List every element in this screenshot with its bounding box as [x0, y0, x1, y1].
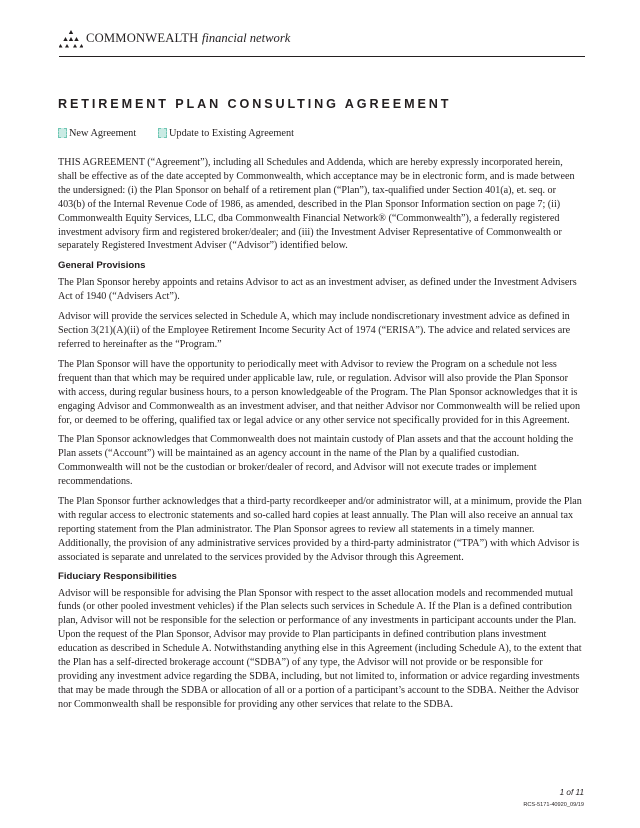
commonwealth-logo-icon	[59, 28, 83, 48]
general-paragraph-5: The Plan Sponsor further acknowledges that a third-party recordkeeper and/or administrator will, at a minimum, provide the Plan with regular access to electronic statements and so-called hard copies at least annually. The Plan will also receive an annual tax reporting statement from the Plan administrator. The Plan Sponsor agrees to review all statements in a timely manner. Additionally, the provision of any administrative services provided by a third-party administrator (“TPA”) with which Advisor is associated is separate and unrelated to the services provided by the Advisor through this Agreement.	[58, 496, 582, 563]
general-paragraph-4: The Plan Sponsor acknowledges that Commonwealth does not maintain custody of Plan assets and that the account holding the Plan assets (“Account”) will be maintained as an agency account in the name of the Plan by a qualified custodian. Commonwealth will not be the custodian or broker/dealer of record, and Advisor will not execute trades or implement recommendations.	[58, 434, 574, 488]
general-paragraph-2: Advisor will provide the services selected in Schedule A, which may include nondiscretionary investment advice as defined in Section 3(21)(A)(ii) of the Employee Retirement Income Security Act of 1974 (“ERISA”). The advice and related services are referred to hereinafter as the “Program.”	[58, 311, 571, 350]
brand-name: COMMONWEALTH financial network	[86, 31, 291, 45]
new-agreement-label: New Agreement	[69, 128, 137, 139]
update-agreement-label: Update to Existing Agreement	[169, 128, 294, 139]
update-agreement-checkbox[interactable]	[158, 128, 167, 138]
general-paragraph-1: The Plan Sponsor hereby appoints and retains Advisor to act as an investment adviser, as defined under the Investment Advisers Act of 1940 (“Advisers Act”).	[58, 277, 577, 303]
general-paragraph-3: The Plan Sponsor will have the opportunity to periodically meet with Advisor to review the Program on a schedule not less frequent than that which may be required under applicable law, rule, or regulation. Advisor will also provide the Plan Sponsor with access, during regular business hours, to a person knowledgeable of the Program. The Plan Sponsor acknowledges that it is engaging Advisor and Commonwealth as an investment adviser, and that neither Advisor nor Commonwealth will be relied upon for, or deemed to be offering, qualified tax or legal advice or any other service not specifically provided for in this Agreement.	[58, 358, 581, 426]
brand-subtitle: financial network	[201, 31, 291, 45]
intro-paragraph: THIS AGREEMENT (“Agreement”), including all Schedules and Addenda, which are hereby expressly incorporated herein, shall be effective as of the date accepted by Commonwealth, which acceptance may be in electronic form, and is made between the undersigned: (i) the Plan Sponsor on behalf of a retirement plan (“Plan”), tax-qualified under Section 401(a), et. seq. or 403(b) of the Internal Revenue Code of 1986, as amended, described in the Plan Sponsor Information section on page 7; (ii) Commonwealth Equity Services, LLC, dba Commonwealth Financial Network® (“Commonwealth”), a federally registered investment advisory firm and registered broker/dealer; and (iii) the Investment Adviser Representative of Commonwealth or separately Registered Investment Adviser (“Advisor”) identified below.	[58, 157, 575, 252]
fiduciary-paragraph-1: Advisor will be responsible for advising the Plan Sponsor with respect to the asset allocation models and recommended mutual funds (or other pooled investment vehicles) if the Plan selects such services in Schedule A. If the Plan is a defined contribution plan, Advisor will not be responsible for the selection or performance of any investments in participant accounts under the Plan. Upon the request of the Plan Sponsor, Advisor may provide to Plan participants in defined contribution plans investment education as described in Schedule A. Notwithstanding anything else in this Agreement (including Schedule A), to the extent that the Plan has a self-directed brokerage account (“SDBA”) of any type, the Advisor will not provide or be responsible for providing any investment advice regarding the SDBA, including, but not limited to, information or advice regarding investments that may be made through the SDBA or allocation of all or a portion of a participant’s account to the SDBA. Neither the Advisor nor Commonwealth shall be responsible for providing any other services that relate to the SDBA.	[58, 587, 582, 710]
option-update-agreement[interactable]	[158, 128, 294, 139]
form-code: RCS-5171-40920_09/19	[523, 802, 584, 808]
header-divider	[59, 56, 585, 57]
page-header	[59, 28, 585, 58]
page-title: RETIREMENT PLAN CONSULTING AGREEMENT	[58, 97, 452, 111]
option-new-agreement[interactable]	[58, 128, 136, 139]
page-number: 1 of 11	[559, 788, 584, 797]
fiduciary-responsibilities-heading: Fiduciary Responsibilities	[58, 570, 177, 582]
general-provisions-heading: General Provisions	[58, 260, 146, 272]
new-agreement-checkbox[interactable]	[58, 128, 67, 138]
agreement-body	[58, 156, 584, 718]
